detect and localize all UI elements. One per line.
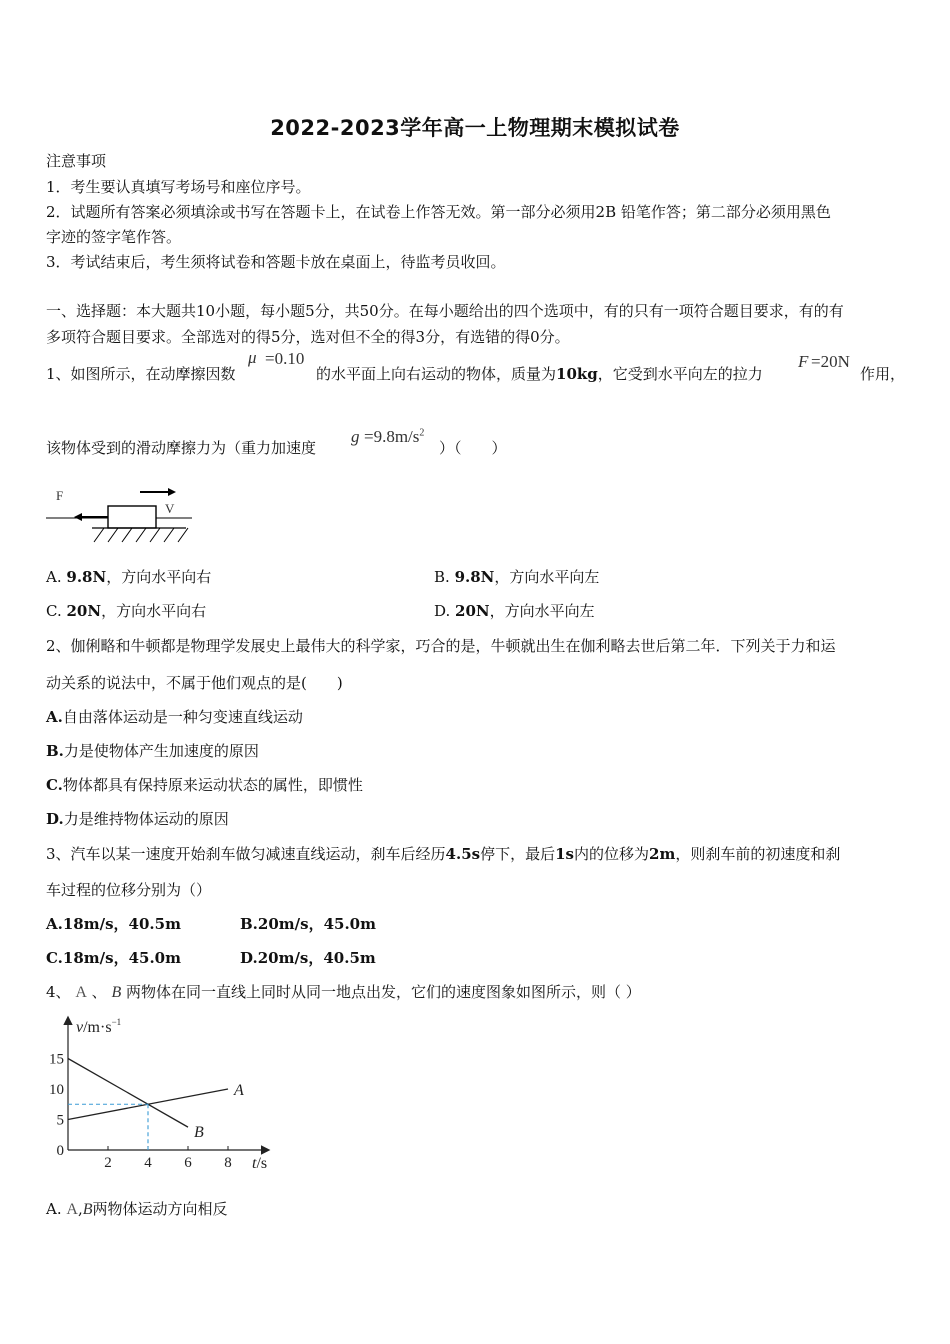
notice-heading: 注意事项: [46, 152, 107, 170]
q2-text: 动关系的说法中，不属于他们观点的是( ): [46, 674, 343, 692]
notice-item: 字迹的签字笔作答。: [46, 228, 182, 246]
series-label-B: B: [194, 1124, 204, 1142]
q1-F-symbol: F: [798, 352, 809, 371]
x-tick-label: 4: [144, 1155, 152, 1171]
page-title: 2022-2023学年高一上物理期末模拟试卷: [270, 116, 680, 140]
q1-text: 作用，: [860, 365, 906, 383]
velocity-arrowhead: [168, 488, 176, 496]
q1-option-a: A. 9.8N，方向水平向右: [46, 568, 212, 586]
force-arrowhead: [74, 513, 82, 521]
q1-text-line2: 该物体受到的滑动摩擦力为（重力加速度: [46, 439, 317, 457]
q1-force-diagram: [44, 482, 194, 546]
y-tick-label: 5: [56, 1112, 64, 1129]
x-tick-label: 8: [224, 1155, 232, 1171]
x-axis-label: t/s: [252, 1155, 268, 1172]
q2-text: 2、伽俐略和牛顿都是物理学发展史上最伟大的科学家，巧合的是，牛顿就出生在伽利略去世后第二年．下列关于力和运: [46, 637, 836, 655]
y-axis-label: $v/m\cdot s^{-1}$: [76, 1017, 122, 1036]
q4-option-a: A. A,B两物体运动方向相反: [46, 1200, 228, 1218]
q3-option-b: B.20m/s，45.0m: [240, 915, 376, 933]
y-tick-label: 0: [56, 1143, 64, 1159]
notice-item: 3．考试结束后，考生须将试卷和答题卡放在桌面上，待监考员收回。: [46, 253, 506, 271]
q4-velocity-chart: [40, 1010, 280, 1180]
q1-F-value: =20N: [811, 352, 850, 371]
block: [108, 506, 156, 528]
q1-text: 的水平面上向右运动的物体，质量为10kg，它受到水平向左的拉力: [316, 365, 763, 383]
fig-label-F: F: [56, 488, 64, 503]
ground-hatching: [94, 528, 188, 542]
q3-option-c: C.18m/s，45.0m: [46, 949, 181, 967]
q1-text: 1、如图所示，在动摩擦因数: [46, 365, 236, 383]
q1-mu-value: =0.10: [265, 349, 305, 368]
x-tick-label: 2: [104, 1155, 112, 1171]
section-instructions: 多项符合题目要求。全部选对的得5分，选对但不全的得3分，有选错的得0分。: [46, 328, 570, 346]
series-label-A: A: [234, 1082, 244, 1099]
q1-g-value: $=9.8m/s^2$: [364, 427, 425, 446]
y-tick-label: 10: [49, 1082, 64, 1098]
q1-text-line2: ）（ ）: [439, 439, 507, 457]
q2-option-a: A.自由落体运动是一种匀变速直线运动: [46, 708, 303, 726]
fig-label-V: V: [165, 501, 175, 516]
q3-option-d: D.20m/s，40.5m: [240, 949, 376, 967]
section-instructions: 一、选择题：本大题共10小题，每小题5分，共50分。在每小题给出的四个选项中，有的只有一项符合题目要求，有的有: [46, 302, 844, 320]
q1-g-symbol: g: [351, 427, 360, 446]
q4-text: 4、 A 、 B 两物体在同一直线上同时从同一地点出发，它们的速度图象如图所示，则（ ）: [46, 983, 641, 1001]
q2-option-d: D.力是维持物体运动的原因: [46, 810, 229, 828]
q3-option-a: A.18m/s，40.5m: [46, 915, 181, 933]
q2-option-b: B.力是使物体产生加速度的原因: [46, 742, 259, 760]
q2-option-c: C.物体都具有保持原来运动状态的属性，即惯性: [46, 776, 363, 794]
q1-option-b: B. 9.8N，方向水平向左: [434, 568, 600, 586]
q1-mu-symbol: μ: [248, 348, 257, 367]
notice-item: 2．试题所有答案必须填涂或书写在答题卡上，在试卷上作答无效。第一部分必须用2B 铅笔作答；第二部分必须用黑色: [46, 203, 831, 221]
q1-option-c: C. 20N，方向水平向右: [46, 602, 207, 620]
notice-item: 1．考生要认真填写考场号和座位序号。: [46, 178, 311, 196]
q3-text: 车过程的位移分别为（）: [46, 881, 212, 899]
series-line-B: [68, 1059, 188, 1128]
q3-text: 3、汽车以某一速度开始刹车做匀减速直线运动，刹车后经历4.5s停下，最后1s内的位移为2m，则刹车前的初速度和刹: [46, 845, 841, 863]
q1-option-d: D. 20N，方向水平向左: [434, 602, 595, 620]
y-tick-label: 15: [49, 1051, 64, 1068]
x-tick-label: 6: [184, 1155, 192, 1171]
